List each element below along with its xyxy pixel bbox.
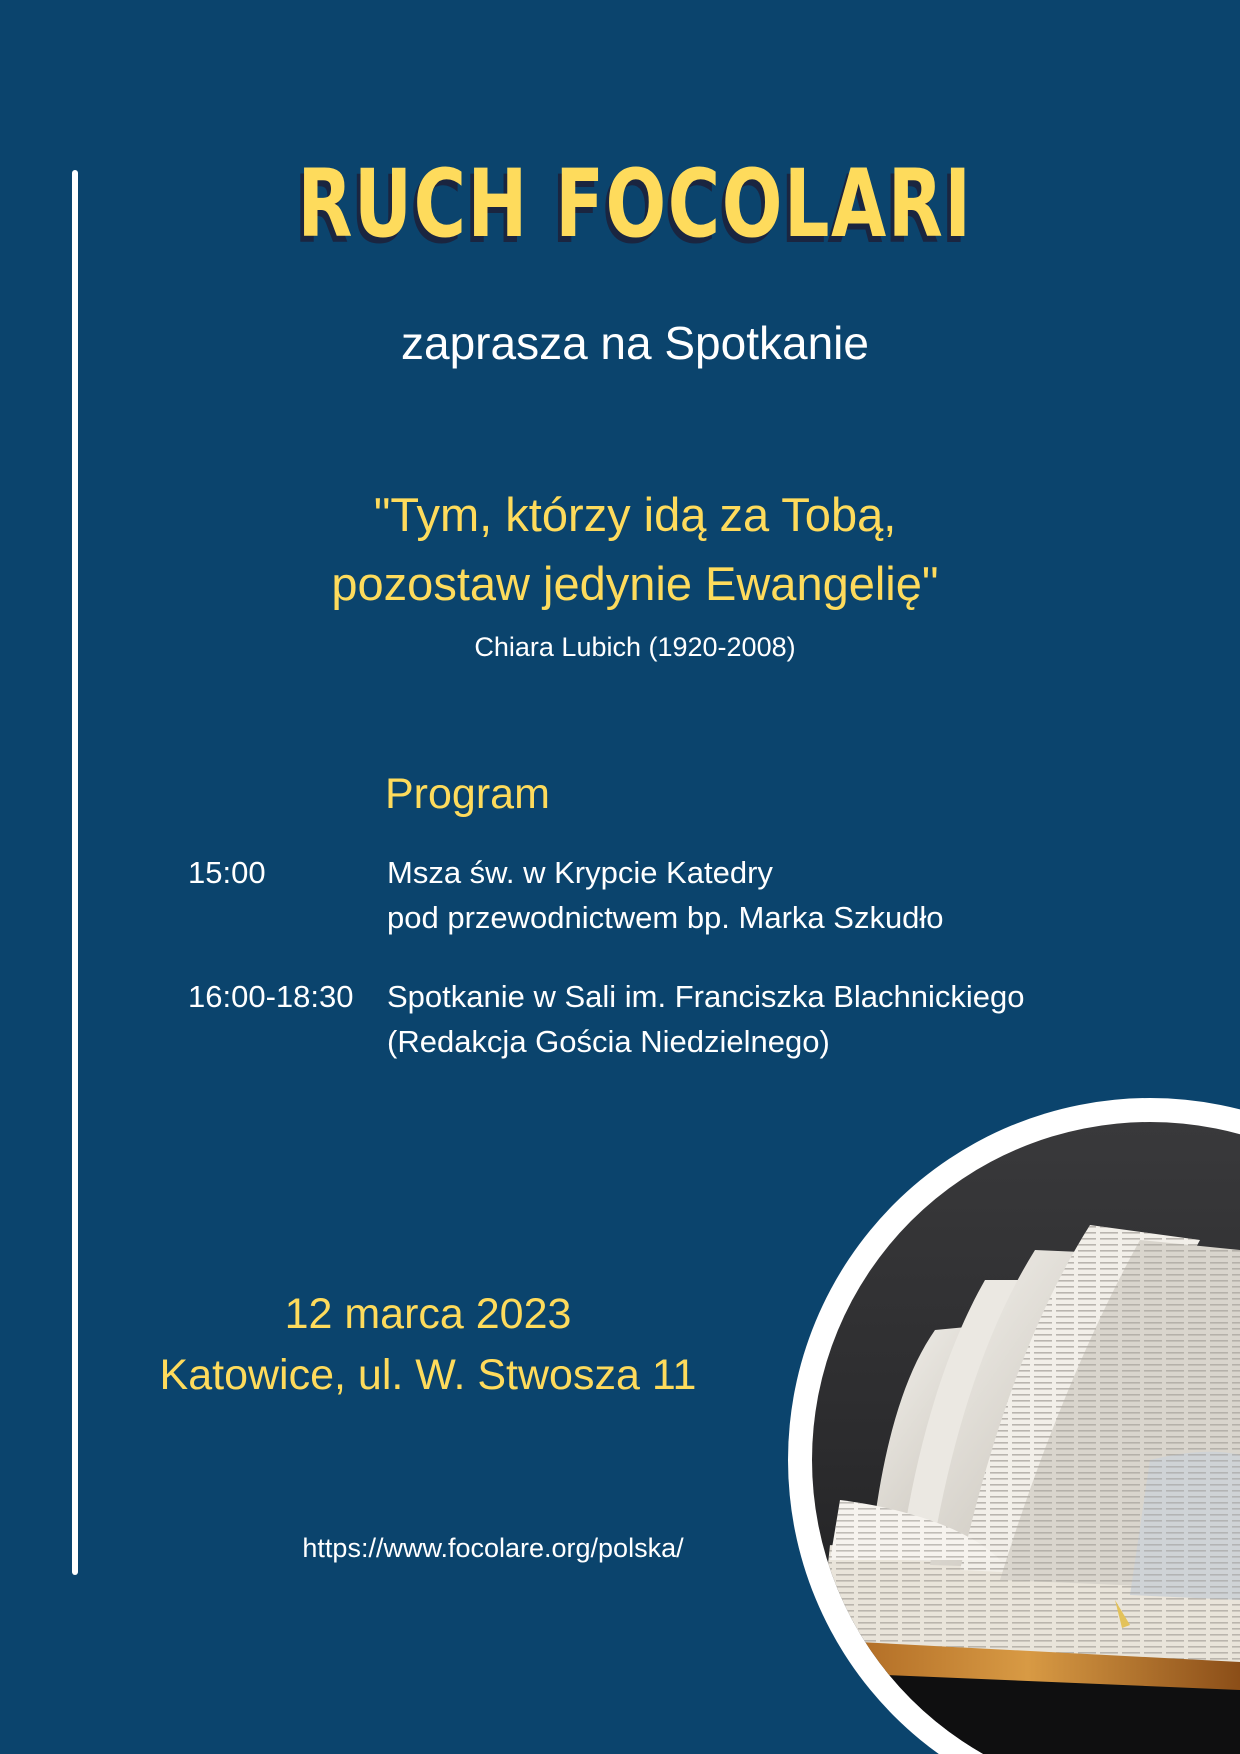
- website-link[interactable]: https://www.focolare.org/polska/: [302, 1533, 684, 1563]
- program-time: 15:00: [188, 855, 266, 890]
- event-address: Katowice, ul. W. Stwosza 11: [159, 1351, 697, 1399]
- program-description-line: pod przewodnictwem bp. Marka Szkudło: [387, 900, 944, 935]
- quote-line-2: pozostaw jedynie Ewangelię": [331, 557, 939, 610]
- program-description-line: (Redakcja Gościa Niedzielnego): [387, 1024, 830, 1059]
- program-description-line: Msza św. w Krypcie Katedry: [387, 855, 773, 890]
- page-title: RUCH FOCOLARI: [297, 150, 973, 259]
- event-date: 12 marca 2023: [284, 1290, 572, 1338]
- program-heading: Program: [385, 770, 550, 818]
- program-time: 16:00-18:30: [188, 979, 354, 1014]
- invitation-subtitle: zaprasza na Spotkanie: [401, 317, 869, 369]
- program-description-line: Spotkanie w Sali im. Franciszka Blachnickiego: [387, 979, 1025, 1014]
- quote-author: Chiara Lubich (1920-2008): [474, 632, 796, 662]
- quote-line-1: "Tym, którzy idą za Tobą,: [373, 488, 897, 541]
